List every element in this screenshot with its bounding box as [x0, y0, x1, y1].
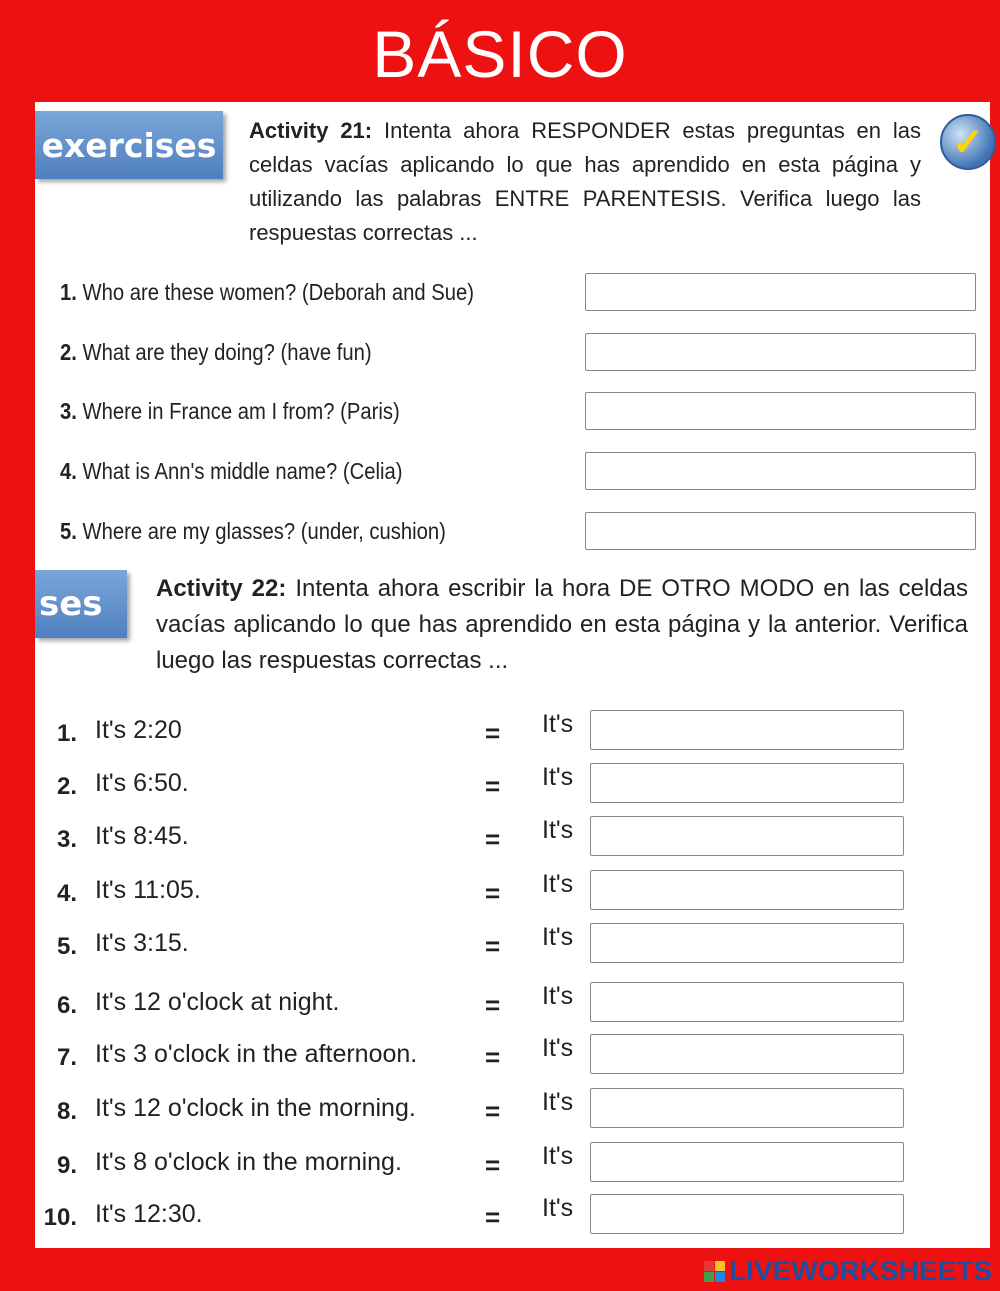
question-row [60, 273, 980, 313]
activity22-intro [156, 571, 968, 679]
question-row [60, 452, 980, 492]
page-title: BÁSICO [372, 17, 628, 91]
question-number: 3. [60, 398, 77, 424]
answer-input[interactable] [590, 1194, 904, 1234]
time-text: It's 2:20 [95, 716, 182, 744]
time-text: It's 6:50. [95, 769, 189, 797]
answer-input[interactable] [585, 333, 976, 371]
logo-text: LIVEWORKSHEETS [729, 1255, 992, 1286]
exercises-badge: exercises [35, 111, 223, 179]
equals-sign: = [485, 1042, 501, 1072]
equals-sign: = [485, 1202, 501, 1232]
time-row [35, 982, 935, 1026]
equals-sign: = [485, 1096, 501, 1126]
time-row [35, 1034, 935, 1078]
time-row [35, 923, 935, 967]
item-number: 10. [43, 1204, 77, 1231]
answer-input[interactable] [590, 923, 904, 963]
question-text: Where in France am I from? (Paris) [82, 398, 400, 424]
time-row [35, 1142, 935, 1186]
item-number: 3. [56, 826, 77, 853]
answer-input[interactable] [585, 512, 976, 550]
activity21-instructions: Intenta ahora RESPONDER estas preguntas en las celdas vacías aplicando lo que has aprendido en esta página y utilizando las palabras ENTRE PARENTESIS. Verifica luego las respuestas correctas ... [249, 118, 921, 245]
activity21-label: Activity 21: [249, 118, 373, 143]
item-number: 6. [56, 992, 77, 1019]
question-number: 1. [60, 279, 77, 305]
question-text: Where are my glasses? (under, cushion) [82, 518, 446, 544]
equals-sign: = [485, 1150, 501, 1180]
time-row [35, 763, 935, 807]
time-row [35, 816, 935, 860]
question-number: 2. [60, 339, 77, 365]
answer-input[interactable] [590, 816, 904, 856]
answer-input[interactable] [585, 452, 976, 490]
exercises-badge-cropped: ses [35, 570, 127, 638]
logo-blocks-icon [704, 1261, 725, 1282]
equals-sign: = [485, 824, 501, 854]
question-row [60, 392, 980, 432]
its-label: It's [542, 1034, 574, 1062]
activity22-instructions: Intenta ahora escribir la hora DE OTRO MODO en las celdas vacías aplicando lo que has aprendido en esta página y la anterior. Verifica luego las respuestas correctas ... [156, 575, 968, 674]
activity22-label: Activity 22: [156, 575, 287, 602]
answer-input[interactable] [585, 273, 976, 311]
time-row [35, 710, 935, 754]
its-label: It's [542, 816, 574, 844]
question-text: What is Ann's middle name? (Celia) [82, 458, 403, 484]
equals-sign: = [485, 718, 501, 748]
time-text: It's 8 o'clock in the morning. [95, 1148, 402, 1176]
question-text: What are they doing? (have fun) [82, 339, 372, 365]
question-number: 4. [60, 458, 77, 484]
activity21-intro [249, 114, 921, 250]
time-text: It's 12 o'clock in the morning. [95, 1094, 416, 1122]
answer-input[interactable] [590, 710, 904, 750]
item-number: 9. [56, 1152, 77, 1179]
its-label: It's [542, 1142, 574, 1170]
answer-input[interactable] [590, 870, 904, 910]
liveworksheets-logo[interactable] [704, 1255, 992, 1287]
question-text: Who are these women? (Deborah and Sue) [82, 279, 475, 305]
question-row [60, 333, 980, 373]
item-number: 8. [56, 1098, 77, 1125]
item-number: 4. [56, 880, 77, 907]
answer-input[interactable] [590, 1142, 904, 1182]
item-number: 1. [56, 720, 77, 747]
its-label: It's [542, 710, 574, 738]
answer-input[interactable] [590, 982, 904, 1022]
its-label: It's [542, 982, 574, 1010]
worksheet [35, 102, 990, 1248]
time-row [35, 1088, 935, 1132]
its-label: It's [542, 1088, 574, 1116]
time-text: It's 12:30. [95, 1200, 203, 1228]
its-label: It's [542, 763, 574, 791]
time-row [35, 1194, 935, 1238]
its-label: It's [542, 870, 574, 898]
checkmark-icon: ✓ [940, 114, 996, 170]
time-text: It's 11:05. [95, 876, 201, 904]
time-text: It's 3:15. [95, 929, 189, 957]
its-label: It's [542, 1194, 574, 1222]
item-number: 7. [56, 1044, 77, 1071]
item-number: 2. [56, 773, 77, 800]
question-number: 5. [60, 518, 77, 544]
time-text: It's 8:45. [95, 822, 189, 850]
answer-input[interactable] [585, 392, 976, 430]
time-text: It's 3 o'clock in the afternoon. [95, 1040, 418, 1068]
time-row [35, 870, 935, 914]
item-number: 5. [56, 933, 77, 960]
equals-sign: = [485, 990, 501, 1020]
answer-input[interactable] [590, 1088, 904, 1128]
equals-sign: = [485, 878, 501, 908]
answer-input[interactable] [590, 1034, 904, 1074]
answer-input[interactable] [590, 763, 904, 803]
question-row [60, 512, 980, 552]
equals-sign: = [485, 931, 501, 961]
header [0, 0, 1000, 100]
equals-sign: = [485, 771, 501, 801]
its-label: It's [542, 923, 574, 951]
time-text: It's 12 o'clock at night. [95, 988, 340, 1016]
